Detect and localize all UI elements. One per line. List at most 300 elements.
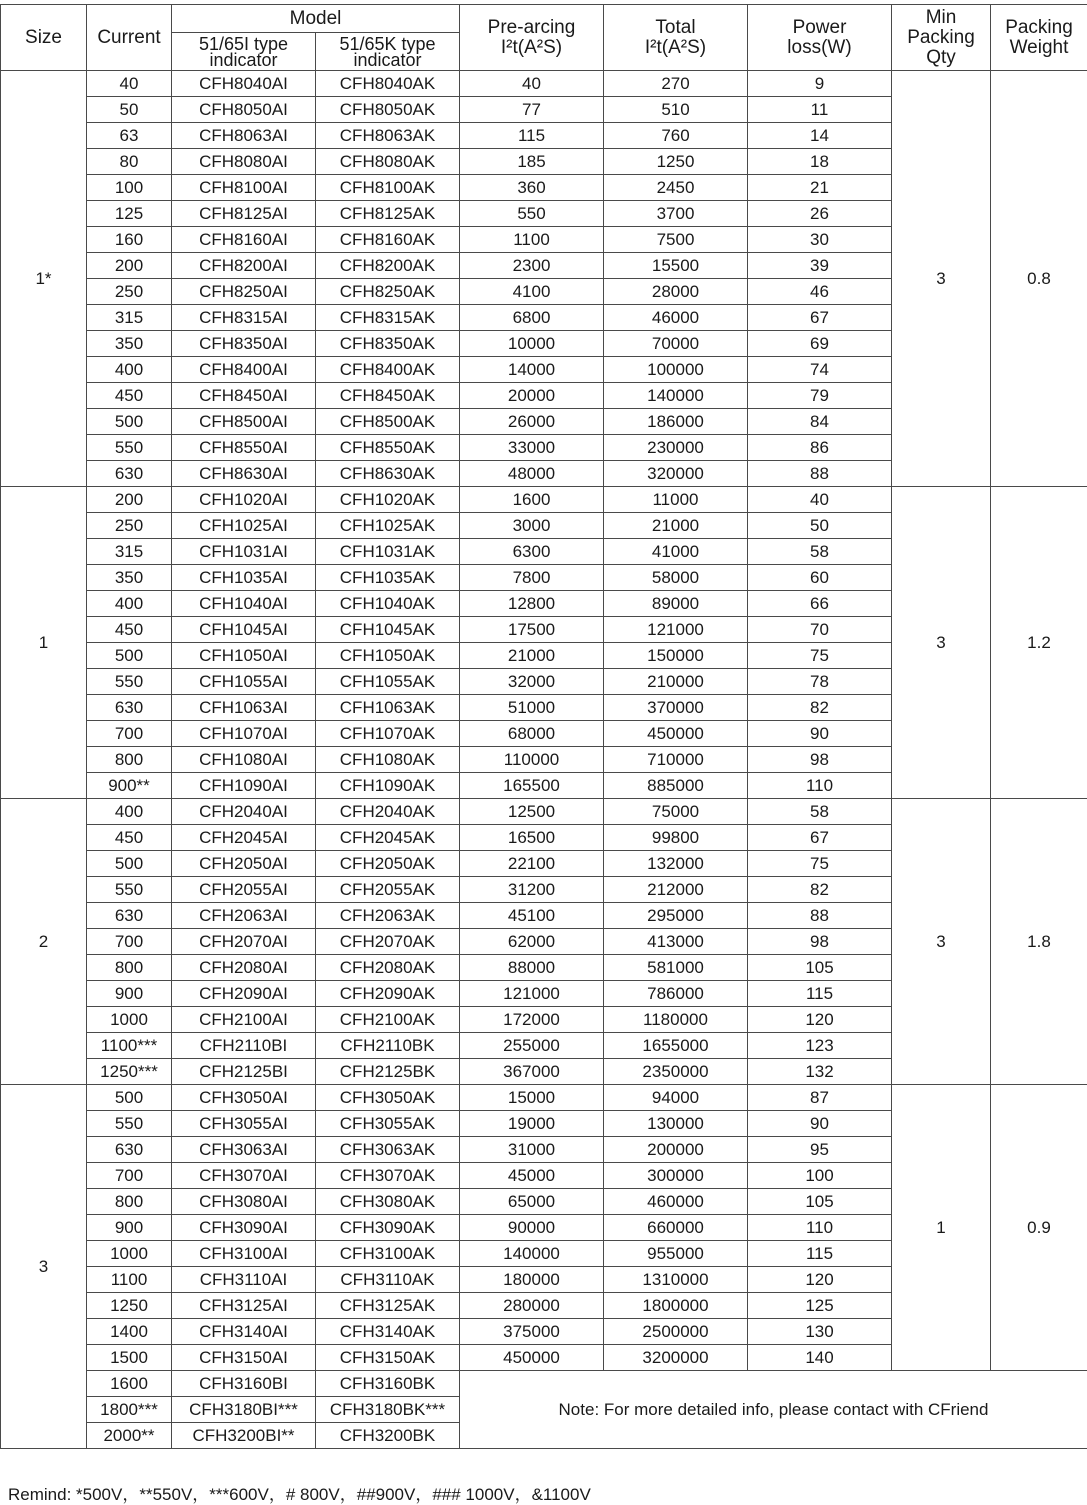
power-loss-cell: 88 bbox=[748, 461, 892, 487]
model-i-cell: CFH3150AI bbox=[172, 1345, 316, 1371]
prearcing-cell: 31000 bbox=[460, 1137, 604, 1163]
prearcing-cell: 4100 bbox=[460, 279, 604, 305]
total-cell: 41000 bbox=[604, 539, 748, 565]
total-cell: 11000 bbox=[604, 487, 748, 513]
prearcing-cell: 280000 bbox=[460, 1293, 604, 1319]
header-total-line2: I²t(A²S) bbox=[644, 36, 707, 58]
size-cell: 1 bbox=[1, 487, 87, 799]
power-loss-cell: 140 bbox=[748, 1345, 892, 1371]
model-k-cell: CFH2070AK bbox=[316, 929, 460, 955]
total-cell: 46000 bbox=[604, 305, 748, 331]
header-model-k-text: 51/65K type indicator bbox=[339, 33, 436, 70]
header-minpack-line2: Packing bbox=[907, 26, 975, 48]
prearcing-cell: 12500 bbox=[460, 799, 604, 825]
prearcing-cell: 367000 bbox=[460, 1059, 604, 1085]
model-k-cell: CFH2110BK bbox=[316, 1033, 460, 1059]
prearcing-cell: 17500 bbox=[460, 617, 604, 643]
model-i-cell: CFH1090AI bbox=[172, 773, 316, 799]
model-i-cell: CFH8630AI bbox=[172, 461, 316, 487]
current-cell: 900 bbox=[87, 981, 172, 1007]
power-loss-cell: 130 bbox=[748, 1319, 892, 1345]
model-i-cell: CFH8250AI bbox=[172, 279, 316, 305]
current-cell: 50 bbox=[87, 97, 172, 123]
total-cell: 58000 bbox=[604, 565, 748, 591]
model-k-cell: CFH2055AK bbox=[316, 877, 460, 903]
model-i-cell: CFH1035AI bbox=[172, 565, 316, 591]
prearcing-cell: 45100 bbox=[460, 903, 604, 929]
prearcing-cell: 6300 bbox=[460, 539, 604, 565]
model-k-cell: CFH3125AK bbox=[316, 1293, 460, 1319]
prearcing-cell: 32000 bbox=[460, 669, 604, 695]
prearcing-cell: 185 bbox=[460, 149, 604, 175]
total-cell: 89000 bbox=[604, 591, 748, 617]
total-cell: 581000 bbox=[604, 955, 748, 981]
total-cell: 99800 bbox=[604, 825, 748, 851]
current-cell: 1100 bbox=[87, 1267, 172, 1293]
prearcing-cell: 33000 bbox=[460, 435, 604, 461]
current-cell: 550 bbox=[87, 435, 172, 461]
total-cell: 15500 bbox=[604, 253, 748, 279]
total-cell: 2350000 bbox=[604, 1059, 748, 1085]
current-cell: 630 bbox=[87, 1137, 172, 1163]
model-i-cell: CFH1055AI bbox=[172, 669, 316, 695]
prearcing-cell: 121000 bbox=[460, 981, 604, 1007]
model-k-cell: CFH3080AK bbox=[316, 1189, 460, 1215]
prearcing-cell: 14000 bbox=[460, 357, 604, 383]
model-i-cell: CFH3070AI bbox=[172, 1163, 316, 1189]
current-cell: 800 bbox=[87, 1189, 172, 1215]
header-packing-weight bbox=[991, 5, 1087, 71]
power-loss-cell: 14 bbox=[748, 123, 892, 149]
current-cell: 630 bbox=[87, 903, 172, 929]
current-cell: 250 bbox=[87, 279, 172, 305]
power-loss-cell: 40 bbox=[748, 487, 892, 513]
model-i-cell: CFH3090AI bbox=[172, 1215, 316, 1241]
header-current: Current bbox=[87, 5, 172, 71]
current-cell: 125 bbox=[87, 201, 172, 227]
prearcing-cell: 22100 bbox=[460, 851, 604, 877]
model-i-cell: CFH3140AI bbox=[172, 1319, 316, 1345]
power-loss-cell: 67 bbox=[748, 305, 892, 331]
prearcing-cell: 77 bbox=[460, 97, 604, 123]
model-i-cell: CFH8500AI bbox=[172, 409, 316, 435]
power-loss-cell: 74 bbox=[748, 357, 892, 383]
prearcing-cell: 16500 bbox=[460, 825, 604, 851]
model-i-cell: CFH2045AI bbox=[172, 825, 316, 851]
total-cell: 75000 bbox=[604, 799, 748, 825]
model-i-cell: CFH8040AI bbox=[172, 71, 316, 97]
model-k-cell: CFH1050AK bbox=[316, 643, 460, 669]
total-cell: 660000 bbox=[604, 1215, 748, 1241]
prearcing-cell: 1600 bbox=[460, 487, 604, 513]
current-cell: 1600 bbox=[87, 1371, 172, 1397]
model-i-cell: CFH3160BI bbox=[172, 1371, 316, 1397]
model-k-cell: CFH8400AK bbox=[316, 357, 460, 383]
prearcing-cell: 40 bbox=[460, 71, 604, 97]
total-cell: 1250 bbox=[604, 149, 748, 175]
model-i-cell: CFH1025AI bbox=[172, 513, 316, 539]
power-loss-cell: 78 bbox=[748, 669, 892, 695]
prearcing-cell: 2300 bbox=[460, 253, 604, 279]
model-i-cell: CFH3063AI bbox=[172, 1137, 316, 1163]
prearcing-cell: 65000 bbox=[460, 1189, 604, 1215]
prearcing-cell: 165500 bbox=[460, 773, 604, 799]
header-weight-line2: Weight bbox=[1009, 36, 1069, 58]
model-i-cell: CFH1045AI bbox=[172, 617, 316, 643]
model-k-cell: CFH8550AK bbox=[316, 435, 460, 461]
table-row bbox=[1, 487, 1087, 513]
model-i-cell: CFH1080AI bbox=[172, 747, 316, 773]
power-loss-cell: 75 bbox=[748, 851, 892, 877]
current-cell: 1500 bbox=[87, 1345, 172, 1371]
prearcing-cell: 15000 bbox=[460, 1085, 604, 1111]
current-cell: 2000** bbox=[87, 1423, 172, 1449]
model-k-cell: CFH1025AK bbox=[316, 513, 460, 539]
model-k-cell: CFH8160AK bbox=[316, 227, 460, 253]
min-packing-qty-cell: 1 bbox=[892, 1085, 991, 1371]
power-loss-cell: 9 bbox=[748, 71, 892, 97]
total-cell: 200000 bbox=[604, 1137, 748, 1163]
model-i-cell: CFH8400AI bbox=[172, 357, 316, 383]
model-k-cell: CFH8450AK bbox=[316, 383, 460, 409]
prearcing-cell: 140000 bbox=[460, 1241, 604, 1267]
prearcing-cell: 62000 bbox=[460, 929, 604, 955]
remind-footnote: Remind: *500V，**550V，***600V，# 800V，##900V，### 1000V，&1100V bbox=[8, 1485, 591, 1504]
current-cell: 200 bbox=[87, 253, 172, 279]
current-cell: 630 bbox=[87, 695, 172, 721]
model-i-cell: CFH2100AI bbox=[172, 1007, 316, 1033]
prearcing-cell: 450000 bbox=[460, 1345, 604, 1371]
model-k-cell: CFH2045AK bbox=[316, 825, 460, 851]
model-i-cell: CFH8080AI bbox=[172, 149, 316, 175]
model-i-cell: CFH8050AI bbox=[172, 97, 316, 123]
model-k-cell: CFH8630AK bbox=[316, 461, 460, 487]
power-loss-cell: 21 bbox=[748, 175, 892, 201]
model-i-cell: CFH8100AI bbox=[172, 175, 316, 201]
table-row bbox=[1, 1371, 1087, 1397]
model-i-cell: CFH8160AI bbox=[172, 227, 316, 253]
power-loss-cell: 98 bbox=[748, 747, 892, 773]
model-i-cell: CFH1063AI bbox=[172, 695, 316, 721]
header-model-i bbox=[172, 33, 316, 71]
current-cell: 400 bbox=[87, 591, 172, 617]
table-row bbox=[1, 1085, 1087, 1111]
total-cell: 3700 bbox=[604, 201, 748, 227]
prearcing-cell: 115 bbox=[460, 123, 604, 149]
total-cell: 150000 bbox=[604, 643, 748, 669]
power-loss-cell: 39 bbox=[748, 253, 892, 279]
model-k-cell: CFH1090AK bbox=[316, 773, 460, 799]
power-loss-cell: 58 bbox=[748, 799, 892, 825]
current-cell: 1100*** bbox=[87, 1033, 172, 1059]
power-loss-cell: 69 bbox=[748, 331, 892, 357]
model-k-cell: CFH8500AK bbox=[316, 409, 460, 435]
power-loss-cell: 125 bbox=[748, 1293, 892, 1319]
model-i-cell: CFH2125BI bbox=[172, 1059, 316, 1085]
power-loss-cell: 67 bbox=[748, 825, 892, 851]
model-i-cell: CFH3100AI bbox=[172, 1241, 316, 1267]
total-cell: 270 bbox=[604, 71, 748, 97]
model-i-cell: CFH2040AI bbox=[172, 799, 316, 825]
prearcing-cell: 550 bbox=[460, 201, 604, 227]
min-packing-qty-cell: 3 bbox=[892, 799, 991, 1085]
total-cell: 2450 bbox=[604, 175, 748, 201]
prearcing-cell: 20000 bbox=[460, 383, 604, 409]
prearcing-cell: 6800 bbox=[460, 305, 604, 331]
current-cell: 450 bbox=[87, 617, 172, 643]
total-cell: 786000 bbox=[604, 981, 748, 1007]
min-packing-qty-cell: 3 bbox=[892, 487, 991, 799]
total-cell: 121000 bbox=[604, 617, 748, 643]
power-loss-cell: 105 bbox=[748, 1189, 892, 1215]
packing-weight-cell: 1.2 bbox=[991, 487, 1087, 799]
prearcing-cell: 10000 bbox=[460, 331, 604, 357]
total-cell: 320000 bbox=[604, 461, 748, 487]
prearcing-cell: 375000 bbox=[460, 1319, 604, 1345]
prearcing-cell: 51000 bbox=[460, 695, 604, 721]
model-k-cell: CFH2090AK bbox=[316, 981, 460, 1007]
current-cell: 500 bbox=[87, 851, 172, 877]
model-k-cell: CFH2125BK bbox=[316, 1059, 460, 1085]
power-loss-cell: 70 bbox=[748, 617, 892, 643]
model-k-cell: CFH1035AK bbox=[316, 565, 460, 591]
power-loss-cell: 105 bbox=[748, 955, 892, 981]
model-k-cell: CFH8125AK bbox=[316, 201, 460, 227]
model-i-cell: CFH8550AI bbox=[172, 435, 316, 461]
current-cell: 1250 bbox=[87, 1293, 172, 1319]
model-k-cell: CFH3055AK bbox=[316, 1111, 460, 1137]
current-cell: 700 bbox=[87, 1163, 172, 1189]
total-cell: 230000 bbox=[604, 435, 748, 461]
total-cell: 1310000 bbox=[604, 1267, 748, 1293]
size-cell: 3 bbox=[1, 1085, 87, 1449]
model-i-cell: CFH3125AI bbox=[172, 1293, 316, 1319]
size-cell: 2 bbox=[1, 799, 87, 1085]
current-cell: 630 bbox=[87, 461, 172, 487]
model-i-cell: CFH2055AI bbox=[172, 877, 316, 903]
prearcing-cell: 172000 bbox=[460, 1007, 604, 1033]
total-cell: 3200000 bbox=[604, 1345, 748, 1371]
header-prearcing-line2: I²t(A²S) bbox=[500, 36, 563, 58]
power-loss-cell: 46 bbox=[748, 279, 892, 305]
prearcing-cell: 88000 bbox=[460, 955, 604, 981]
total-cell: 450000 bbox=[604, 721, 748, 747]
current-cell: 100 bbox=[87, 175, 172, 201]
prearcing-cell: 48000 bbox=[460, 461, 604, 487]
current-cell: 550 bbox=[87, 877, 172, 903]
current-cell: 315 bbox=[87, 539, 172, 565]
power-loss-cell: 120 bbox=[748, 1007, 892, 1033]
power-loss-cell: 115 bbox=[748, 1241, 892, 1267]
total-cell: 413000 bbox=[604, 929, 748, 955]
prearcing-cell: 3000 bbox=[460, 513, 604, 539]
current-cell: 500 bbox=[87, 1085, 172, 1111]
model-k-cell: CFH3140AK bbox=[316, 1319, 460, 1345]
model-i-cell: CFH1040AI bbox=[172, 591, 316, 617]
power-loss-cell: 58 bbox=[748, 539, 892, 565]
total-cell: 760 bbox=[604, 123, 748, 149]
model-i-cell: CFH2050AI bbox=[172, 851, 316, 877]
header-prearcing-line1: Pre-arcing bbox=[487, 16, 576, 38]
model-k-cell: CFH1070AK bbox=[316, 721, 460, 747]
current-cell: 350 bbox=[87, 331, 172, 357]
table-row bbox=[1, 799, 1087, 825]
total-cell: 955000 bbox=[604, 1241, 748, 1267]
current-cell: 350 bbox=[87, 565, 172, 591]
model-k-cell: CFH1045AK bbox=[316, 617, 460, 643]
model-k-cell: CFH1063AK bbox=[316, 695, 460, 721]
header-model-k bbox=[316, 33, 460, 71]
header-power-loss bbox=[748, 5, 892, 71]
total-cell: 460000 bbox=[604, 1189, 748, 1215]
power-loss-cell: 115 bbox=[748, 981, 892, 1007]
total-cell: 212000 bbox=[604, 877, 748, 903]
total-cell: 100000 bbox=[604, 357, 748, 383]
model-i-cell: CFH2063AI bbox=[172, 903, 316, 929]
total-cell: 132000 bbox=[604, 851, 748, 877]
current-cell: 1250*** bbox=[87, 1059, 172, 1085]
header-weight-line1: Packing bbox=[1005, 16, 1073, 38]
model-i-cell: CFH3200BI** bbox=[172, 1423, 316, 1449]
total-cell: 70000 bbox=[604, 331, 748, 357]
header-minpack-line1: Min bbox=[925, 6, 957, 28]
model-i-cell: CFH8350AI bbox=[172, 331, 316, 357]
current-cell: 550 bbox=[87, 669, 172, 695]
model-k-cell: CFH2100AK bbox=[316, 1007, 460, 1033]
power-loss-cell: 86 bbox=[748, 435, 892, 461]
power-loss-cell: 75 bbox=[748, 643, 892, 669]
current-cell: 700 bbox=[87, 929, 172, 955]
model-k-cell: CFH3200BK bbox=[316, 1423, 460, 1449]
power-loss-cell: 90 bbox=[748, 1111, 892, 1137]
header-minpack-line3: Qty bbox=[926, 46, 956, 68]
model-k-cell: CFH8250AK bbox=[316, 279, 460, 305]
total-cell: 2500000 bbox=[604, 1319, 748, 1345]
model-k-cell: CFH8040AK bbox=[316, 71, 460, 97]
contact-note: Note: For more detailed info, please contact with CFriend bbox=[460, 1371, 1087, 1449]
model-i-cell: CFH2090AI bbox=[172, 981, 316, 1007]
current-cell: 800 bbox=[87, 955, 172, 981]
model-k-cell: CFH1031AK bbox=[316, 539, 460, 565]
total-cell: 130000 bbox=[604, 1111, 748, 1137]
prearcing-cell: 180000 bbox=[460, 1267, 604, 1293]
power-loss-cell: 84 bbox=[748, 409, 892, 435]
model-i-cell: CFH8063AI bbox=[172, 123, 316, 149]
model-k-cell: CFH2050AK bbox=[316, 851, 460, 877]
table-header bbox=[1, 5, 1087, 71]
power-loss-cell: 82 bbox=[748, 695, 892, 721]
model-k-cell: CFH8063AK bbox=[316, 123, 460, 149]
model-k-cell: CFH2080AK bbox=[316, 955, 460, 981]
table-row bbox=[1, 71, 1087, 97]
current-cell: 63 bbox=[87, 123, 172, 149]
total-cell: 140000 bbox=[604, 383, 748, 409]
current-cell: 1800*** bbox=[87, 1397, 172, 1423]
prearcing-cell: 255000 bbox=[460, 1033, 604, 1059]
current-cell: 550 bbox=[87, 1111, 172, 1137]
model-i-cell: CFH3050AI bbox=[172, 1085, 316, 1111]
current-cell: 400 bbox=[87, 357, 172, 383]
model-i-cell: CFH1070AI bbox=[172, 721, 316, 747]
header-power-line1: Power bbox=[792, 16, 847, 38]
model-k-cell: CFH3050AK bbox=[316, 1085, 460, 1111]
power-loss-cell: 120 bbox=[748, 1267, 892, 1293]
prearcing-cell: 45000 bbox=[460, 1163, 604, 1189]
current-cell: 500 bbox=[87, 643, 172, 669]
header-power-line2: loss(W) bbox=[787, 36, 852, 58]
current-cell: 900 bbox=[87, 1215, 172, 1241]
power-loss-cell: 98 bbox=[748, 929, 892, 955]
header-size: Size bbox=[1, 5, 87, 71]
power-loss-cell: 82 bbox=[748, 877, 892, 903]
model-i-cell: CFH3110AI bbox=[172, 1267, 316, 1293]
total-cell: 710000 bbox=[604, 747, 748, 773]
power-loss-cell: 18 bbox=[748, 149, 892, 175]
total-cell: 94000 bbox=[604, 1085, 748, 1111]
total-cell: 28000 bbox=[604, 279, 748, 305]
total-cell: 1180000 bbox=[604, 1007, 748, 1033]
fuse-spec-table bbox=[0, 4, 1087, 1449]
model-k-cell: CFH3100AK bbox=[316, 1241, 460, 1267]
prearcing-cell: 21000 bbox=[460, 643, 604, 669]
model-k-cell: CFH3063AK bbox=[316, 1137, 460, 1163]
power-loss-cell: 30 bbox=[748, 227, 892, 253]
min-packing-qty-cell: 3 bbox=[892, 71, 991, 487]
model-i-cell: CFH1031AI bbox=[172, 539, 316, 565]
power-loss-cell: 90 bbox=[748, 721, 892, 747]
model-k-cell: CFH8315AK bbox=[316, 305, 460, 331]
power-loss-cell: 110 bbox=[748, 773, 892, 799]
current-cell: 40 bbox=[87, 71, 172, 97]
power-loss-cell: 88 bbox=[748, 903, 892, 929]
current-cell: 450 bbox=[87, 383, 172, 409]
model-i-cell: CFH8200AI bbox=[172, 253, 316, 279]
table-body bbox=[1, 71, 1087, 1449]
power-loss-cell: 95 bbox=[748, 1137, 892, 1163]
model-k-cell: CFH3110AK bbox=[316, 1267, 460, 1293]
model-i-cell: CFH8450AI bbox=[172, 383, 316, 409]
total-cell: 21000 bbox=[604, 513, 748, 539]
header-min-packing-qty bbox=[892, 5, 991, 71]
power-loss-cell: 87 bbox=[748, 1085, 892, 1111]
model-i-cell: CFH3080AI bbox=[172, 1189, 316, 1215]
current-cell: 160 bbox=[87, 227, 172, 253]
current-cell: 700 bbox=[87, 721, 172, 747]
prearcing-cell: 90000 bbox=[460, 1215, 604, 1241]
prearcing-cell: 1100 bbox=[460, 227, 604, 253]
total-cell: 300000 bbox=[604, 1163, 748, 1189]
header-model-i-text: 51/65I type indicator bbox=[198, 33, 289, 70]
model-i-cell: CFH8315AI bbox=[172, 305, 316, 331]
power-loss-cell: 26 bbox=[748, 201, 892, 227]
current-cell: 400 bbox=[87, 799, 172, 825]
model-i-cell: CFH8125AI bbox=[172, 201, 316, 227]
current-cell: 250 bbox=[87, 513, 172, 539]
total-cell: 1800000 bbox=[604, 1293, 748, 1319]
header-total bbox=[604, 5, 748, 71]
model-k-cell: CFH8350AK bbox=[316, 331, 460, 357]
current-cell: 1400 bbox=[87, 1319, 172, 1345]
header-total-line1: Total bbox=[655, 16, 696, 38]
prearcing-cell: 68000 bbox=[460, 721, 604, 747]
current-cell: 500 bbox=[87, 409, 172, 435]
model-i-cell: CFH2070AI bbox=[172, 929, 316, 955]
size-cell: 1* bbox=[1, 71, 87, 487]
model-i-cell: CFH1050AI bbox=[172, 643, 316, 669]
packing-weight-cell: 1.8 bbox=[991, 799, 1087, 1085]
current-cell: 450 bbox=[87, 825, 172, 851]
current-cell: 1000 bbox=[87, 1241, 172, 1267]
